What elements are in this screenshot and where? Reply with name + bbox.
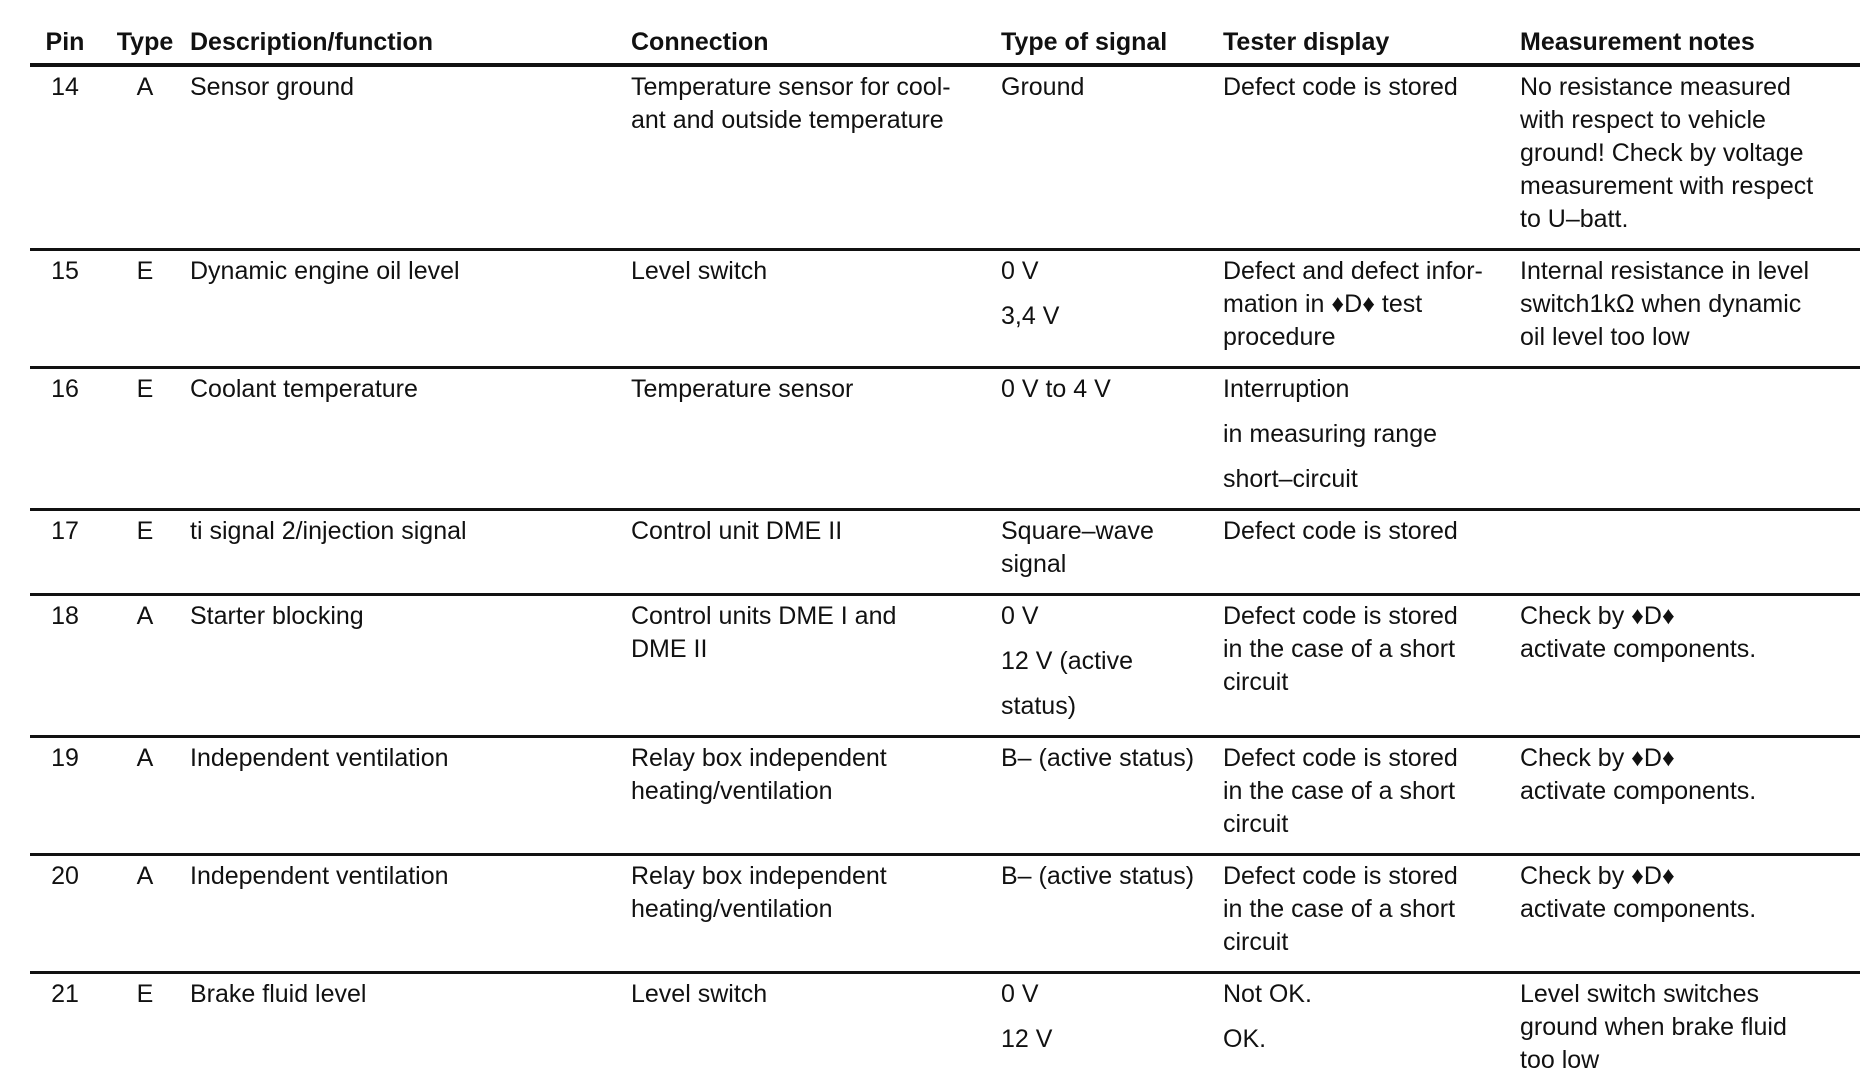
tester-display-cell xyxy=(1223,510,1520,595)
signal-cell-line: 0 V xyxy=(1001,255,1215,288)
description-cell: Dynamic engine oil level xyxy=(190,250,631,368)
tester-display-cell-line: OK. xyxy=(1223,1023,1512,1056)
connection-cell xyxy=(631,250,1001,368)
tester-display-cell xyxy=(1223,973,1520,1089)
description-cell: Independent ventilation xyxy=(190,737,631,855)
header-description: Description/function xyxy=(190,20,631,65)
measurement-notes-cell-line: activate components. xyxy=(1520,633,1852,666)
signal-cell-line: B– (active status) xyxy=(1001,742,1215,775)
header-pin: Pin xyxy=(30,20,100,65)
connection-cell xyxy=(631,855,1001,973)
measurement-notes-cell xyxy=(1520,855,1860,973)
table-row xyxy=(30,250,1860,368)
measurement-notes-cell-line: Level switch switches xyxy=(1520,978,1852,1011)
connection-cell-line: Temperature sensor xyxy=(631,373,993,406)
signal-cell-line: signal xyxy=(1001,548,1215,581)
tester-display-cell-line: in the case of a short xyxy=(1223,633,1512,666)
table-header xyxy=(30,20,1860,65)
measurement-notes-cell-line: activate components. xyxy=(1520,775,1852,808)
pin-cell: 20 xyxy=(30,855,100,973)
signal-cell xyxy=(1001,250,1223,368)
measurement-notes-cell-line: ground when brake fluid xyxy=(1520,1011,1852,1044)
measurement-notes-cell-line: No resistance measured xyxy=(1520,71,1852,104)
measurement-notes-cell-line: with respect to vehicle xyxy=(1520,104,1852,137)
connection-cell-line: ant and outside temperature xyxy=(631,104,993,137)
signal-cell xyxy=(1001,510,1223,595)
signal-cell xyxy=(1001,595,1223,737)
header-tester-display: Tester display xyxy=(1223,20,1520,65)
tester-display-cell-line: circuit xyxy=(1223,808,1512,841)
tester-display-cell-line: in the case of a short xyxy=(1223,893,1512,926)
connection-cell-line: Control units DME I and xyxy=(631,600,993,633)
signal-cell-line: 0 V to 4 V xyxy=(1001,373,1215,406)
measurement-notes-cell-line: oil level too low xyxy=(1520,321,1852,354)
tester-display-cell-line: Defect and defect infor- xyxy=(1223,255,1512,288)
tester-display-cell-line: in the case of a short xyxy=(1223,775,1512,808)
table-row xyxy=(30,595,1860,737)
table-row xyxy=(30,368,1860,510)
tester-display-cell xyxy=(1223,368,1520,510)
signal-cell-line: Square–wave xyxy=(1001,515,1215,548)
type-cell: E xyxy=(100,250,190,368)
type-cell: A xyxy=(100,737,190,855)
pin-assignment-table xyxy=(30,20,1860,1089)
description-cell: ti signal 2/injection signal xyxy=(190,510,631,595)
pin-cell: 14 xyxy=(30,65,100,250)
tester-display-cell-line: procedure xyxy=(1223,321,1512,354)
connection-cell-line: heating/ventilation xyxy=(631,893,993,926)
pin-cell: 18 xyxy=(30,595,100,737)
tester-display-cell-line: Defect code is stored xyxy=(1223,860,1512,893)
connection-cell-line: heating/ventilation xyxy=(631,775,993,808)
header-type: Type xyxy=(100,20,190,65)
connection-cell-line: Relay box independent xyxy=(631,742,993,775)
tester-display-cell-line: Defect code is stored xyxy=(1223,71,1512,104)
connection-cell xyxy=(631,65,1001,250)
tester-display-cell xyxy=(1223,737,1520,855)
signal-cell xyxy=(1001,973,1223,1089)
connection-cell-line: Level switch xyxy=(631,255,993,288)
description-cell: Brake fluid level xyxy=(190,973,631,1089)
table-body xyxy=(30,65,1860,1089)
header-connection: Connection xyxy=(631,20,1001,65)
type-cell: A xyxy=(100,595,190,737)
type-cell: E xyxy=(100,973,190,1089)
tester-display-cell-line: in measuring range xyxy=(1223,418,1512,451)
connection-cell xyxy=(631,595,1001,737)
connection-cell xyxy=(631,973,1001,1089)
tester-display-cell-line: Defect code is stored xyxy=(1223,742,1512,775)
measurement-notes-cell-line: too low xyxy=(1520,1044,1852,1077)
type-cell: E xyxy=(100,510,190,595)
measurement-notes-cell-line: Check by ♦D♦ xyxy=(1520,600,1852,633)
type-cell: A xyxy=(100,65,190,250)
table-row xyxy=(30,973,1860,1089)
tester-display-cell xyxy=(1223,250,1520,368)
connection-cell xyxy=(631,368,1001,510)
pin-cell: 15 xyxy=(30,250,100,368)
measurement-notes-cell-line: ground! Check by voltage xyxy=(1520,137,1852,170)
measurement-notes-cell-line: to U–batt. xyxy=(1520,203,1852,236)
tester-display-cell-line: circuit xyxy=(1223,926,1512,959)
measurement-notes-cell xyxy=(1520,250,1860,368)
connection-cell-line: Temperature sensor for cool- xyxy=(631,71,993,104)
signal-cell-line: 3,4 V xyxy=(1001,300,1215,333)
signal-cell-line: 12 V (active xyxy=(1001,645,1215,678)
signal-cell xyxy=(1001,737,1223,855)
measurement-notes-cell xyxy=(1520,65,1860,250)
header-signal-type: Type of signal xyxy=(1001,20,1223,65)
signal-cell-line: 0 V xyxy=(1001,600,1215,633)
measurement-notes-cell-line: Check by ♦D♦ xyxy=(1520,742,1852,775)
tester-display-cell-line: Interruption xyxy=(1223,373,1512,406)
tester-display-cell-line: Defect code is stored xyxy=(1223,600,1512,633)
table-row xyxy=(30,510,1860,595)
pin-cell: 21 xyxy=(30,973,100,1089)
measurement-notes-cell-line: Internal resistance in level xyxy=(1520,255,1852,288)
description-cell: Sensor ground xyxy=(190,65,631,250)
measurement-notes-cell xyxy=(1520,510,1860,595)
measurement-notes-cell-line: switch1kΩ when dynamic xyxy=(1520,288,1852,321)
description-cell: Coolant temperature xyxy=(190,368,631,510)
tester-display-cell xyxy=(1223,855,1520,973)
tester-display-cell-line: Not OK. xyxy=(1223,978,1512,1011)
measurement-notes-cell-line: measurement with respect xyxy=(1520,170,1852,203)
header-row xyxy=(30,20,1860,65)
connection-cell xyxy=(631,737,1001,855)
signal-cell xyxy=(1001,368,1223,510)
measurement-notes-cell xyxy=(1520,973,1860,1089)
pin-cell: 19 xyxy=(30,737,100,855)
signal-cell-line: Ground xyxy=(1001,71,1215,104)
connection-cell xyxy=(631,510,1001,595)
tester-display-cell xyxy=(1223,65,1520,250)
tester-display-cell-line: short–circuit xyxy=(1223,463,1512,496)
table-row xyxy=(30,737,1860,855)
signal-cell-line: status) xyxy=(1001,690,1215,723)
measurement-notes-cell xyxy=(1520,737,1860,855)
pin-assignment-sheet xyxy=(30,20,1860,1089)
header-measurement-notes: Measurement notes xyxy=(1520,20,1860,65)
signal-cell-line: 0 V xyxy=(1001,978,1215,1011)
signal-cell-line: B– (active status) xyxy=(1001,860,1215,893)
measurement-notes-cell xyxy=(1520,595,1860,737)
tester-display-cell xyxy=(1223,595,1520,737)
description-cell: Starter blocking xyxy=(190,595,631,737)
measurement-notes-cell xyxy=(1520,368,1860,510)
connection-cell-line: Relay box independent xyxy=(631,860,993,893)
tester-display-cell-line: circuit xyxy=(1223,666,1512,699)
pin-cell: 16 xyxy=(30,368,100,510)
tester-display-cell-line: Defect code is stored xyxy=(1223,515,1512,548)
connection-cell-line: Level switch xyxy=(631,978,993,1011)
measurement-notes-cell-line: Check by ♦D♦ xyxy=(1520,860,1852,893)
connection-cell-line: Control unit DME II xyxy=(631,515,993,548)
type-cell: E xyxy=(100,368,190,510)
measurement-notes-cell-line: activate components. xyxy=(1520,893,1852,926)
signal-cell xyxy=(1001,65,1223,250)
pin-cell: 17 xyxy=(30,510,100,595)
table-row xyxy=(30,855,1860,973)
signal-cell xyxy=(1001,855,1223,973)
tester-display-cell-line: mation in ♦D♦ test xyxy=(1223,288,1512,321)
signal-cell-line: 12 V xyxy=(1001,1023,1215,1056)
connection-cell-line: DME II xyxy=(631,633,993,666)
description-cell: Independent ventilation xyxy=(190,855,631,973)
type-cell: A xyxy=(100,855,190,973)
table-row xyxy=(30,65,1860,250)
